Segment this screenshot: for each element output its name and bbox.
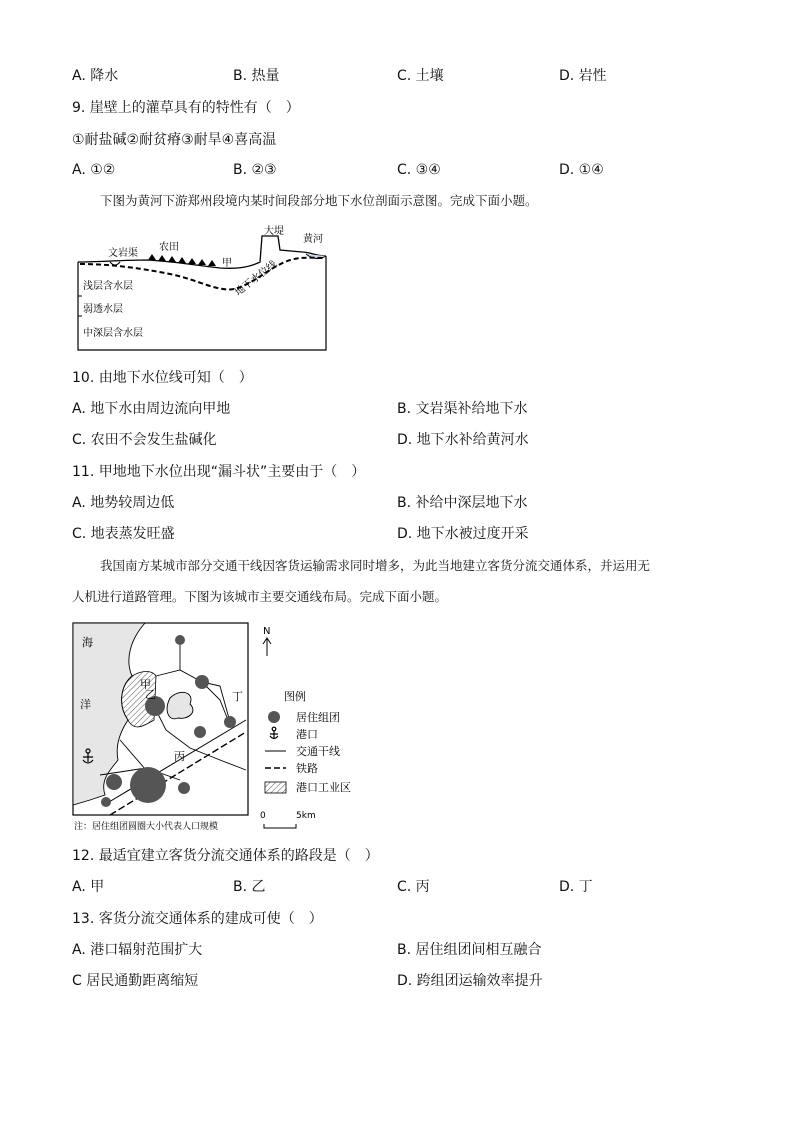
legend-port: 港口: [296, 728, 318, 741]
q13-option-c: C 居民通勤距离缩短: [72, 973, 199, 989]
q12-option-a: A. 甲: [72, 879, 105, 895]
city-traffic-map-figure: [70, 620, 370, 834]
q11-option-b: B. 补给中深层地下水: [397, 495, 528, 511]
q12-option-b: B. 乙: [233, 879, 266, 895]
legend-title: 图例: [284, 690, 306, 703]
label-ding: 丁: [232, 690, 243, 703]
legend-port-anchor-icon: [270, 727, 278, 738]
label-jia: 甲: [222, 258, 232, 269]
intro-traffic-line2: 人机进行道路管理。下图为该城市主要交通线布局。完成下面小题。: [72, 589, 448, 604]
q11-option-a: A. 地势较周边低: [72, 495, 175, 511]
label-aquitard: 弱透水层: [83, 304, 123, 315]
groundwater-profile-figure: [70, 222, 332, 354]
q13-stem: 13. 客货分流交通体系的建成可使（ ）: [72, 911, 323, 927]
svg-text:N: N: [263, 626, 271, 637]
q11-option-d: D. 地下水被过度开采: [397, 526, 529, 542]
label-bing: 丙: [174, 750, 185, 763]
q9-stem: 9. 崖壁上的灌草具有的特性有（ ）: [72, 100, 300, 116]
legend-road: 交通干线: [296, 745, 340, 758]
q12-option-c: C. 丙: [397, 879, 430, 895]
label-levee: 大堤: [264, 226, 284, 237]
q11-stem: 11. 甲地地下水位出现“漏斗状”主要由于（ ）: [72, 464, 366, 480]
label-yang: 洋: [80, 698, 91, 711]
crop-icons: [148, 254, 216, 266]
label-jia: 甲: [140, 678, 151, 691]
scale-bar: [264, 824, 296, 828]
legend-residential-symbol: [268, 711, 280, 723]
q12-stem: 12. 最适宜建立客货分流交通体系的路段是（ ）: [72, 848, 379, 864]
north-arrow-icon: [263, 626, 271, 656]
scale-5km: 5km: [296, 811, 316, 821]
q10-stem: 10. 由地下水位线可知（ ）: [72, 370, 253, 386]
label-hai: 海: [82, 636, 93, 649]
label-water-table: 地下水位线: [233, 258, 280, 299]
q10-option-d: D. 地下水补给黄河水: [397, 432, 529, 448]
q10-option-c: C. 农田不会发生盐碱化: [72, 432, 217, 448]
q8-option-d: D. 岩性: [559, 68, 607, 84]
q9-option-c: C. ③④: [397, 162, 441, 178]
intro-groundwater: 下图为黄河下游郑州段境内某时间段部分地下水位剖面示意图。完成下面小题。: [100, 193, 538, 208]
scale-zero: 0: [260, 811, 266, 821]
q9-option-a: A. ①②: [72, 162, 116, 178]
intro-traffic-line1: 我国南方某城市部分交通干线因客货运输需求同时增多，为此当地建立客货分流交通体系，并运用无: [100, 558, 651, 573]
legend-rail: 铁路: [296, 762, 318, 775]
q8-option-b: B. 热量: [233, 68, 280, 84]
q9-option-b: B. ②③: [233, 162, 277, 178]
label-yellow-river: 黄河: [303, 234, 323, 245]
q10-option-b: B. 文岩渠补给地下水: [397, 401, 528, 417]
q9-items: ①耐盐碱②耐贫瘠③耐旱④喜高温: [72, 132, 277, 148]
q11-option-c: C. 地表蒸发旺盛: [72, 526, 175, 542]
q12-option-d: D. 丁: [559, 879, 593, 895]
q13-option-b: B. 居住组团间相互融合: [397, 942, 542, 958]
map-note: 注：居住组团圆圈大小代表人口规模: [74, 822, 219, 832]
q13-option-d: D. 跨组团运输效率提升: [397, 973, 543, 989]
q8-option-c: C. 土壤: [397, 68, 444, 84]
label-yi: 乙: [145, 688, 156, 701]
q13-option-a: A. 港口辐射范围扩大: [72, 942, 203, 958]
q9-option-d: D. ①④: [559, 162, 604, 178]
legend-residential: 居住组团: [296, 711, 340, 724]
legend-industrial: 港口工业区: [296, 781, 351, 794]
label-farmland: 农田: [159, 242, 179, 253]
label-wenyan-canal: 文岩渠: [108, 248, 138, 259]
q10-option-a: A. 地下水由周边流向甲地: [72, 401, 231, 417]
q8-option-a: A. 降水: [72, 68, 119, 84]
label-deep-aquifer: 中深层含水层: [83, 328, 143, 339]
label-shallow-aquifer: 浅层含水层: [83, 281, 133, 292]
